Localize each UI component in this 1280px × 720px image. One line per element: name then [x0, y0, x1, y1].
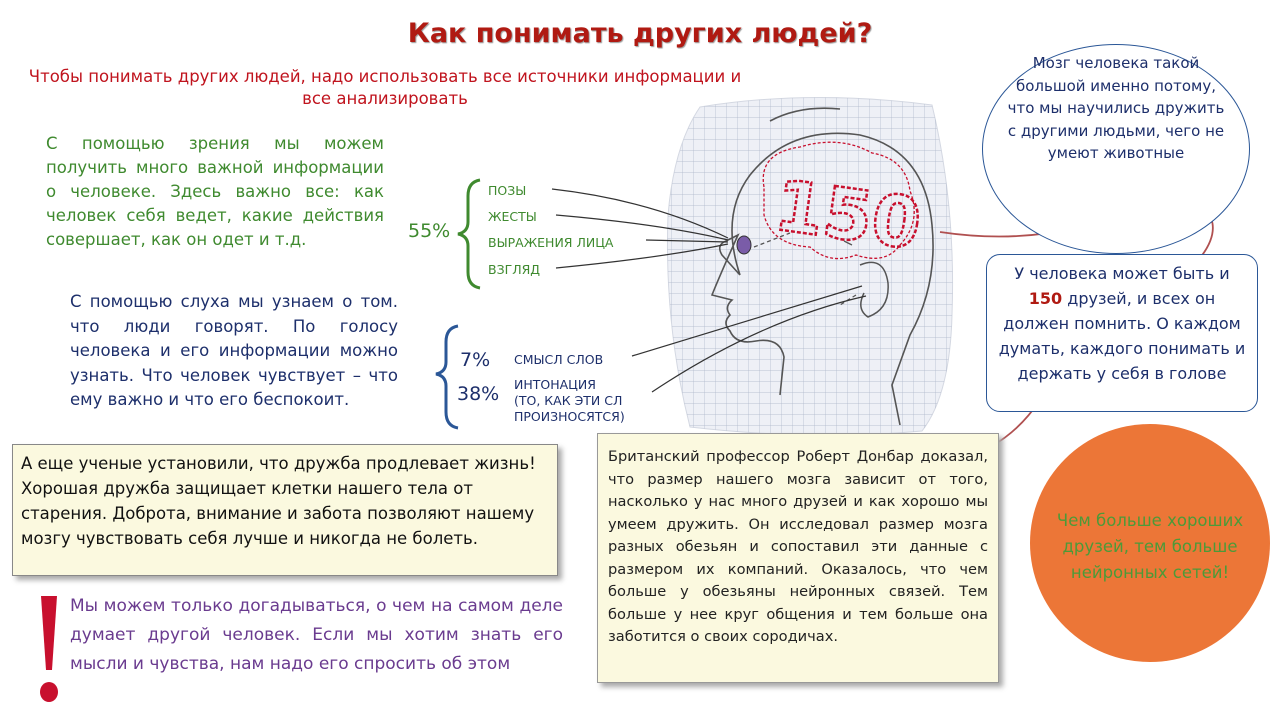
- friends-150-after: друзей, и всех он должен помнить. О каждом думать, каждого понимать и держать у себя в голове: [998, 289, 1246, 383]
- subtitle: Чтобы понимать других людей, надо использовать все источники информации и все анализировать: [28, 67, 742, 108]
- brain-number: 150: [769, 164, 927, 266]
- guess-text: Мы можем только догадываться, о чем на самом деле думает другой человек. Если мы хотим знать его мысли и чувства, нам надо его спросить об этом: [70, 596, 563, 674]
- cue-intonation: ИНТОНАЦИЯ: [514, 377, 596, 392]
- cue-poses: ПОЗЫ: [488, 183, 527, 198]
- visual-percent: 55%: [408, 220, 451, 242]
- intonation-percent: 38%: [457, 383, 500, 405]
- brain-size-text: Мозг человека такой большой именно потому, что мы научились дружить с другими людьми, чего не умеют животные: [1007, 54, 1225, 162]
- friendship-note: А еще ученые установили, что дружба продлевает жизнь! Хорошая дружба защищает клетки нашего тела от старения. Доброта, внимание и забота позволяют нашему мозгу чувствовать себя лучше и никогда не болеть.: [12, 444, 558, 576]
- vision-text: С помощью зрения мы можем получить много важной информации о человеке. Здесь важно все: как человек себя ведет, какие действия совершает, как он одет и т.д.: [46, 134, 384, 249]
- cue-words-meaning: СМЫСЛ СЛОВ: [514, 352, 604, 367]
- friends-150-number: 150: [1028, 289, 1063, 308]
- words-percent: 7%: [460, 349, 491, 371]
- neural-networks-text: Чем больше хороших друзей, тем больше нейронных сетей!: [1056, 511, 1244, 582]
- friends-150-before: У человека может быть и: [1014, 264, 1230, 283]
- exclamation-icon: [36, 592, 62, 710]
- cue-gestures: ЖЕСТЫ: [488, 209, 537, 224]
- cue-intonation-note-1: (ТО, КАК ЭТИ СЛ: [514, 393, 623, 408]
- page-title: Как понимать других людей?: [407, 18, 873, 49]
- dunbar-note: Британский профессор Роберт Донбар доказал, что размер нашего мозга зависит от того, насколько у нас много друзей и как хорошо мы умеем дружить. Он исследовал размер мозга разных обезьян и сопоставил эти данные с размером их компаний. Оказалось, что чем больше у обезьяны нейронных связей. Тем больше у нее круг общения и тем больше она заботится о своих сородичах.: [597, 433, 999, 683]
- cue-intonation-note-2: ПРОИЗНОСЯТСЯ): [514, 409, 625, 424]
- hearing-text: С помощью слуха мы узнаем о том. что люди говорят. По голосу человека и его информации можно узнать. Что человек чувствует – что ему важно и что его беспокоит.: [70, 292, 398, 409]
- friends-150-box: [986, 254, 1258, 412]
- cue-facial-expressions: ВЫРАЖЕНИЯ ЛИЦА: [488, 235, 614, 250]
- cue-gaze: ВЗГЛЯД: [488, 262, 541, 277]
